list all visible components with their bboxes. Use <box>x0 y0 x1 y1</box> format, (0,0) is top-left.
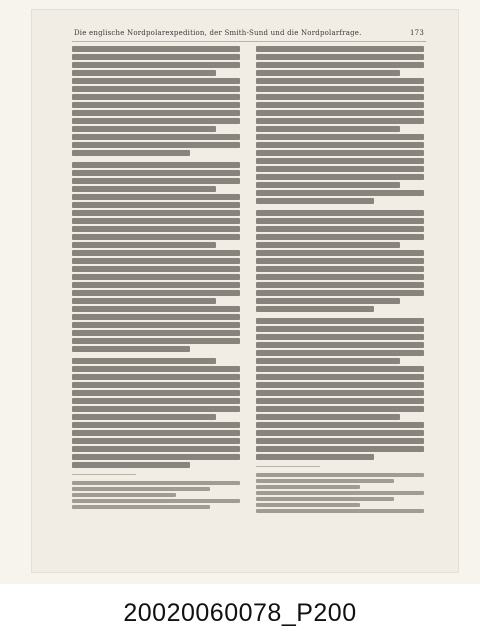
footnote-line <box>256 491 424 495</box>
text-line <box>72 62 240 68</box>
footnote-line <box>256 473 424 477</box>
footnote-line <box>72 493 176 497</box>
text-line <box>256 382 424 388</box>
text-line <box>256 54 424 60</box>
text-line <box>256 390 424 396</box>
text-line <box>72 86 240 92</box>
text-line <box>256 62 424 68</box>
footnote-line <box>256 509 424 513</box>
text-line <box>72 94 240 100</box>
text-line <box>72 170 240 176</box>
text-line <box>256 306 374 312</box>
text-line <box>256 334 424 340</box>
text-line <box>256 274 424 280</box>
text-line <box>256 166 424 172</box>
text-line <box>72 70 216 76</box>
text-line <box>72 290 240 296</box>
text-line <box>256 414 400 420</box>
right-column <box>256 46 424 515</box>
text-line <box>72 462 190 468</box>
text-line <box>72 142 240 148</box>
text-line <box>72 322 240 328</box>
text-line <box>72 258 240 264</box>
text-line <box>256 70 400 76</box>
text-line <box>256 250 424 256</box>
text-line <box>256 282 424 288</box>
text-line <box>72 202 240 208</box>
text-line <box>72 438 240 444</box>
text-line <box>72 446 240 452</box>
text-line <box>72 186 216 192</box>
text-line <box>72 406 240 412</box>
text-line <box>72 274 240 280</box>
text-line <box>72 118 240 124</box>
text-line <box>256 86 424 92</box>
text-line <box>256 234 424 240</box>
text-line <box>256 298 400 304</box>
text-line <box>72 454 240 460</box>
text-line <box>256 242 400 248</box>
text-line <box>72 226 240 232</box>
footnote-line <box>256 503 360 507</box>
page-number: 173 <box>410 29 424 37</box>
text-line <box>256 102 424 108</box>
text-line <box>72 338 240 344</box>
text-line <box>72 78 240 84</box>
text-line <box>72 306 240 312</box>
text-line <box>256 118 424 124</box>
right-body-text-lines <box>256 46 424 460</box>
left-footnote-rule <box>72 474 136 475</box>
left-body-text-lines <box>72 46 240 468</box>
text-line <box>256 110 424 116</box>
running-head-title: Die englische Nordpolarexpedition, der Smith-Sund und die Nordpolarfrage. <box>74 29 362 37</box>
text-line <box>72 46 240 52</box>
text-line <box>256 226 424 232</box>
text-line <box>256 446 424 452</box>
text-line <box>72 414 216 420</box>
text-line <box>256 182 400 188</box>
text-line <box>256 46 424 52</box>
text-line <box>72 314 240 320</box>
text-line <box>72 54 240 60</box>
image-id-caption: 20020060078_P200 <box>123 598 357 627</box>
text-line <box>256 366 424 372</box>
text-line <box>72 234 240 240</box>
text-line <box>256 134 424 140</box>
right-footnote-rule <box>256 466 320 467</box>
text-line <box>72 390 240 396</box>
footnote-line <box>72 481 240 485</box>
running-header <box>74 26 424 40</box>
text-line <box>72 330 240 336</box>
text-line <box>256 174 424 180</box>
left-column <box>72 46 240 511</box>
text-line <box>72 382 240 388</box>
text-line <box>72 126 216 132</box>
text-line <box>72 194 240 200</box>
text-line <box>256 94 424 100</box>
text-line <box>72 346 190 352</box>
text-line <box>256 78 424 84</box>
text-line <box>256 318 424 324</box>
text-line <box>256 158 424 164</box>
text-line <box>256 438 424 444</box>
text-line <box>256 142 424 148</box>
text-line <box>256 258 424 264</box>
text-line <box>256 422 424 428</box>
text-line <box>256 126 400 132</box>
left-footnotes <box>72 481 240 509</box>
text-line <box>72 422 240 428</box>
text-line <box>72 150 190 156</box>
text-line <box>72 398 240 404</box>
text-line <box>72 110 240 116</box>
text-line <box>72 250 240 256</box>
text-line <box>256 374 424 380</box>
text-line <box>256 150 424 156</box>
text-line <box>256 342 424 348</box>
text-line <box>256 266 424 272</box>
text-line <box>72 358 216 364</box>
text-line <box>72 366 240 372</box>
text-line <box>72 282 240 288</box>
text-line <box>72 178 240 184</box>
text-line <box>256 358 400 364</box>
text-line <box>72 210 240 216</box>
footnote-line <box>256 497 394 501</box>
text-line <box>256 198 374 204</box>
text-line <box>256 350 424 356</box>
text-line <box>256 430 424 436</box>
text-line <box>256 218 424 224</box>
text-line <box>72 266 240 272</box>
text-line <box>256 190 424 196</box>
text-line <box>72 102 240 108</box>
footnote-line <box>72 487 210 491</box>
text-line <box>72 162 240 168</box>
text-line <box>256 454 374 460</box>
text-line <box>256 398 424 404</box>
footnote-line <box>72 499 240 503</box>
text-line <box>256 326 424 332</box>
text-line <box>256 406 424 412</box>
header-rule <box>72 41 426 42</box>
text-line <box>72 134 240 140</box>
footnote-line <box>256 479 394 483</box>
footnote-line <box>256 485 360 489</box>
footnote-line <box>72 505 210 509</box>
text-line <box>72 218 240 224</box>
text-line <box>72 298 216 304</box>
text-line <box>256 210 424 216</box>
right-footnotes <box>256 473 424 513</box>
text-line <box>72 242 216 248</box>
text-line <box>72 430 240 436</box>
text-line <box>256 290 424 296</box>
text-line <box>72 374 240 380</box>
